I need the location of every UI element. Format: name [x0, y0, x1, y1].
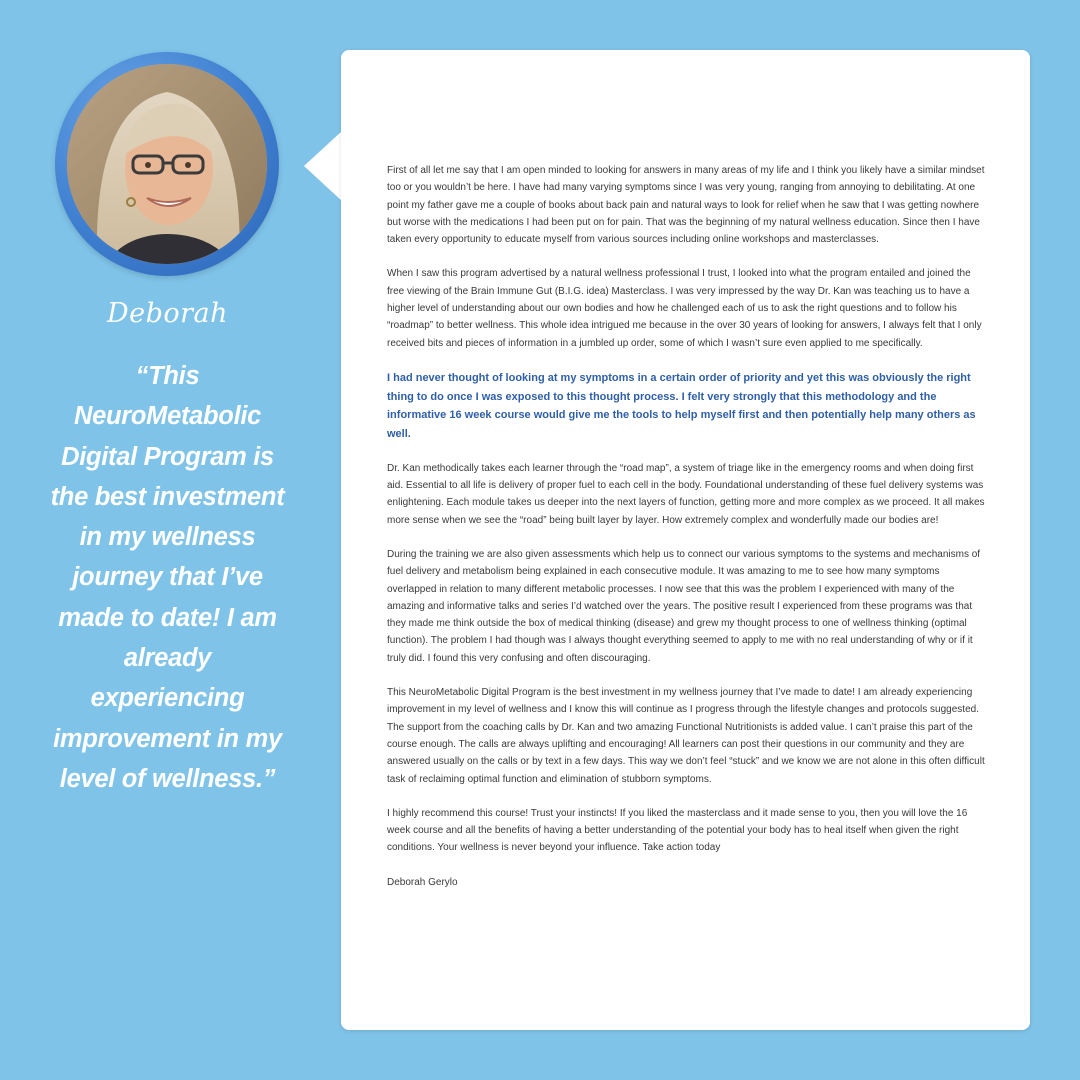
pull-quote: “This NeuroMetabolic Digital Program is the best investment in my wellness journey that I’ve made to date! I am already experiencing improvement in my level of wellness.”: [50, 362, 285, 793]
testimonial-paragraph: I highly recommend this course! Trust your instincts! If you liked the masterclass and it made sense to you, then you will love the 16 week course and all the benefits of having a better understanding of the potential your body has to heal itself when given the right conditions. Your wellness is never beyond your influence. Take action today: [387, 807, 968, 854]
speech-bubble-pointer: [304, 131, 342, 201]
signature: Deborah Gerylo: [387, 876, 458, 888]
portrait-photo-icon: [67, 64, 267, 264]
testimonial-sidebar: [0, 0, 335, 1080]
testimonial-paragraph: This NeuroMetabolic Digital Program is the best investment in my wellness journey that I’ve made to date! I am already experiencing improvement in my level of wellness and I know this will continue as I progress through the lifestyle changes and protocols suggested. The support from the coaching calls by Dr. Kan and two amazing Functional Nutritionists is added value. I can’t praise this part of the course enough. The calls are always uplifting and encouraging! All learners can post their questions in our community and they are answered usually on the calls or by text in a few days. This way we don’t feel “stuck” and we know we are not alone in this often difficult task of reclaiming optimal function and elimination of stubborn symptoms.: [387, 687, 985, 785]
avatar-ring: [55, 52, 279, 276]
testimonial-paragraph: First of all let me say that I am open minded to looking for answers in many areas of my life and I think you likely have a similar mindset too or you wouldn’t be here. I have had many varying symptoms since I was very young, ranging from annoying to debilitating. At one point my father gave me a couple of books about back pain and natural ways to look for relief when he saw that I was getting nowhere but worse with the medications I had been put on for pain. That was the beginning of my natural wellness education. Since then I have taken every opportunity to educate myself from various sources including online workshops and masterclasses.: [387, 165, 985, 246]
testimonial-card: [341, 50, 1030, 1030]
avatar: [67, 64, 267, 264]
highlighted-paragraph: I had never thought of looking at my symptoms in a certain order of priority and yet this was obviously the right thing to do once I was exposed to this thought process. I felt very strongly that this methodology and the informative 16 week course would give me the tools to help myself first and then potentially help many others as well.: [387, 371, 976, 441]
testimonial-paragraph: During the training we are also given assessments which help us to connect our various symptoms to the systems and mechanisms of fuel delivery and metabolism being explained in each consecutive module. It was amazing to me to see how many symptoms overlapped in relation to many different metabolic processes. I now see that this was the problem I experienced with many of the amazing and informative talks and series I’d watched over the years. The positive result I experienced from these programs was that they made me think outside the box of medical thinking (disease) and grew my thought process to one of wellness thinking (optimal function). The problem I had though was I always thought everything seemed to apply to me with no real understanding of why or if it truly did. I found this very confusing and often discouraging.: [387, 548, 981, 664]
reviewer-name: Deborah: [106, 298, 229, 329]
testimonial-text: [387, 162, 989, 908]
testimonial-paragraph: Dr. Kan methodically takes each learner through the “road map”, a system of triage like in the emergency rooms and when doing first aid. Essential to all life is delivery of proper fuel to each cell in the body. Foundational understanding of these fuel delivery systems was enlightening. Each module takes us deeper into the next layers of function, getting more and more complex as we proceed. It all makes more sense when we see the “road” being built layer by layer. How extremely complex and wonderfully made our bodies are!: [387, 462, 985, 526]
testimonial-paragraph: When I saw this program advertised by a natural wellness professional I trust, I looked into what the program entailed and joined the free viewing of the Brain Immune Gut (B.I.G. idea) Masterclass. I was very impressed by the way Dr. Kan was teaching us to have a higher level of understanding about our own bodies and how he challenged each of us to ask the right questions and to follow his “roadmap” to better wellness. This whole idea intrigued me because in the over 30 years of looking for answers, I always felt that I only received bits and pieces of information in a jumbled up order, some of which I wasn’t sure even applied to me specifically.: [387, 268, 982, 349]
